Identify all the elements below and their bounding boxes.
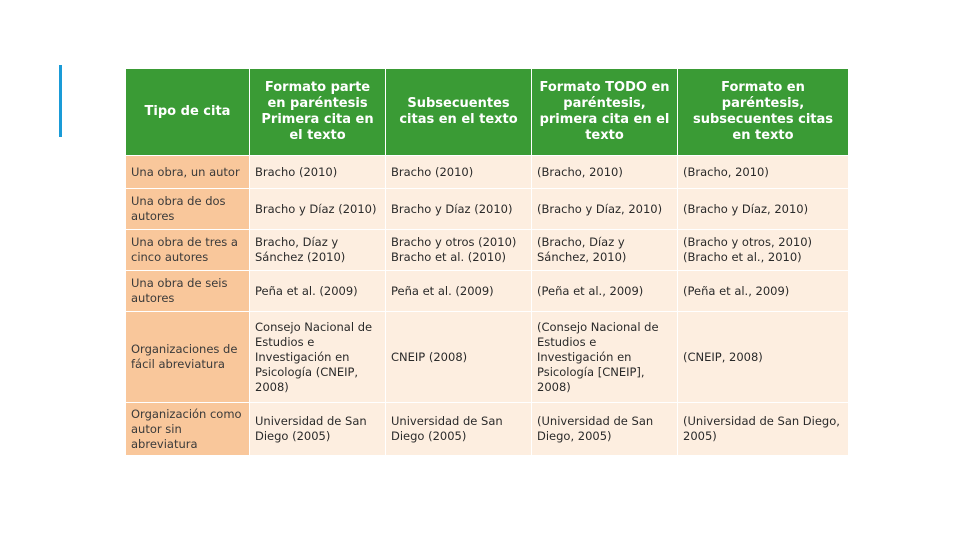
accent-bar bbox=[59, 65, 62, 137]
cell-first-narrative: Universidad de San Diego (2005) bbox=[250, 403, 386, 456]
cell-subsequent-parenthetical: (Bracho y Díaz, 2010) bbox=[678, 189, 849, 230]
cell-first-narrative: Consejo Nacional de Estudios e Investigación en Psicología (CNEIP, 2008) bbox=[250, 312, 386, 403]
cell-subsequent-parenthetical: (Peña et al., 2009) bbox=[678, 271, 849, 312]
cell-first-parenthetical: (Universidad de San Diego, 2005) bbox=[532, 403, 678, 456]
table-row bbox=[126, 312, 849, 403]
cell-subsequent-narrative: CNEIP (2008) bbox=[386, 312, 532, 403]
cell-first-narrative: Bracho (2010) bbox=[250, 156, 386, 189]
cell-first-parenthetical: (Peña et al., 2009) bbox=[532, 271, 678, 312]
cell-citation-type: Organización como autor sin abreviatura bbox=[126, 403, 250, 456]
table-row bbox=[126, 271, 849, 312]
table-row bbox=[126, 156, 849, 189]
cell-citation-type: Una obra, un autor bbox=[126, 156, 250, 189]
table-row bbox=[126, 230, 849, 271]
header-tipo-de-cita: Tipo de cita bbox=[126, 69, 250, 156]
cell-citation-type: Organizaciones de fácil abreviatura bbox=[126, 312, 250, 403]
cell-citation-type: Una obra de tres a cinco autores bbox=[126, 230, 250, 271]
table-header-row bbox=[126, 69, 849, 156]
cell-subsequent-parenthetical: (Universidad de San Diego, 2005) bbox=[678, 403, 849, 456]
cell-first-parenthetical: (Bracho, Díaz y Sánchez, 2010) bbox=[532, 230, 678, 271]
cell-subsequent-narrative: Bracho (2010) bbox=[386, 156, 532, 189]
cell-first-narrative: Peña et al. (2009) bbox=[250, 271, 386, 312]
cell-subsequent-narrative: Universidad de San Diego (2005) bbox=[386, 403, 532, 456]
header-formato-parte-parentesis: Formato parte en paréntesis Primera cita en el texto bbox=[250, 69, 386, 156]
cell-subsequent-parenthetical: (Bracho, 2010) bbox=[678, 156, 849, 189]
header-subsecuentes-citas: Subsecuentes citas en el texto bbox=[386, 69, 532, 156]
cell-subsequent-parenthetical: (CNEIP, 2008) bbox=[678, 312, 849, 403]
table-row bbox=[126, 189, 849, 230]
cell-subsequent-narrative: Bracho y Díaz (2010) bbox=[386, 189, 532, 230]
cell-subsequent-narrative: Peña et al. (2009) bbox=[386, 271, 532, 312]
header-formato-parentesis-subsecuentes: Formato en paréntesis, subsecuentes citas en texto bbox=[678, 69, 849, 156]
cell-subsequent-parenthetical: (Bracho y otros, 2010) (Bracho et al., 2010) bbox=[678, 230, 849, 271]
header-formato-todo-parentesis: Formato TODO en paréntesis, primera cita en el texto bbox=[532, 69, 678, 156]
citation-format-table bbox=[125, 68, 849, 456]
cell-first-narrative: Bracho, Díaz y Sánchez (2010) bbox=[250, 230, 386, 271]
cell-first-narrative: Bracho y Díaz (2010) bbox=[250, 189, 386, 230]
cell-first-parenthetical: (Bracho y Díaz, 2010) bbox=[532, 189, 678, 230]
cell-subsequent-narrative: Bracho y otros (2010) Bracho et al. (2010) bbox=[386, 230, 532, 271]
cell-citation-type: Una obra de dos autores bbox=[126, 189, 250, 230]
cell-first-parenthetical: (Bracho, 2010) bbox=[532, 156, 678, 189]
cell-citation-type: Una obra de seis autores bbox=[126, 271, 250, 312]
cell-first-parenthetical: (Consejo Nacional de Estudios e Investigación en Psicología [CNEIP], 2008) bbox=[532, 312, 678, 403]
table-row bbox=[126, 403, 849, 456]
